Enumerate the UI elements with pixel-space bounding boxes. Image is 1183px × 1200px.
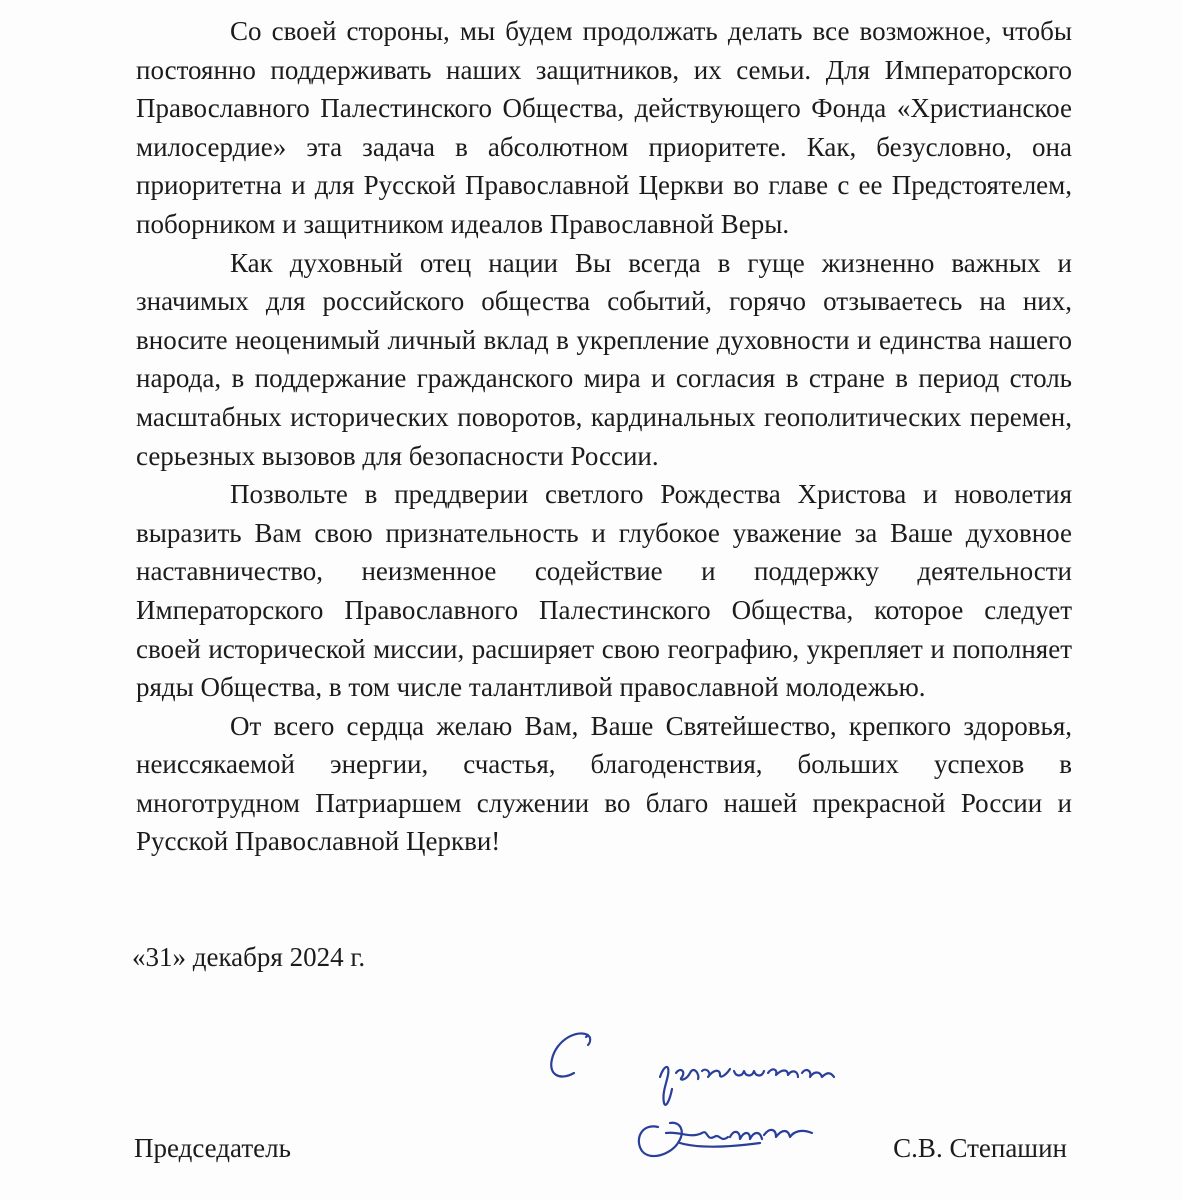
handwritten-signature <box>530 1015 890 1175</box>
letter-paragraph-4: От всего сердца желаю Вам, Ваше Святейшество, крепкого здоровья, неиссякаемой энергии, счастья, благоденствия, больших успехов в многотрудном Патриаршем служении во благо нашей прекрасной России и Русской Православной Церкви! <box>136 710 1072 857</box>
letter-paragraph-1: Со своей стороны, мы будем продолжать делать все возможное, чтобы постоянно поддерживать наших защитников, их семьи. Для Императорского Православного Палестинского Общества, действующего Фонда «Христианское милосердие» эта задача в абсолютном приоритете. Как, безусловно, она приоритетна и для Русской Православной Церкви во главе с ее Предстоятелем, поборником и защитником идеалов Православной Веры. <box>136 16 1072 239</box>
letter-paragraph-3: Позвольте в преддверии светлого Рождества Христова и новолетия выразить Вам свою признательность и глубокое уважение за Ваше духовное наставничество, неизменное содействие и поддержку деятельности Императорского Православного Палестинского Общества, которое следует своей исторической миссии, расширяет свою географию, укрепляет и пополняет ряды Общества, в том числе талантливой православной молодежью. <box>136 479 1072 703</box>
signer-role: Председатель <box>134 1133 291 1163</box>
letter-date: «31» декабря 2024 г. <box>132 942 366 972</box>
letter-paragraph-2: Как духовный отец нации Вы всегда в гуще жизненно важных и значимых для российского общества событий, горячо отзываетесь на них, вносите неоценимый личный вклад в укрепление духовности и единства нашего народа, в поддержание гражданского мира и согласия в стране в период столь масштабных исторических поворотов, кардинальных геополитических перемен, серьезных вызовов для безопасности России. <box>136 247 1072 471</box>
signer-name: С.В. Степашин <box>893 1133 1067 1163</box>
letter-body <box>136 12 1072 861</box>
